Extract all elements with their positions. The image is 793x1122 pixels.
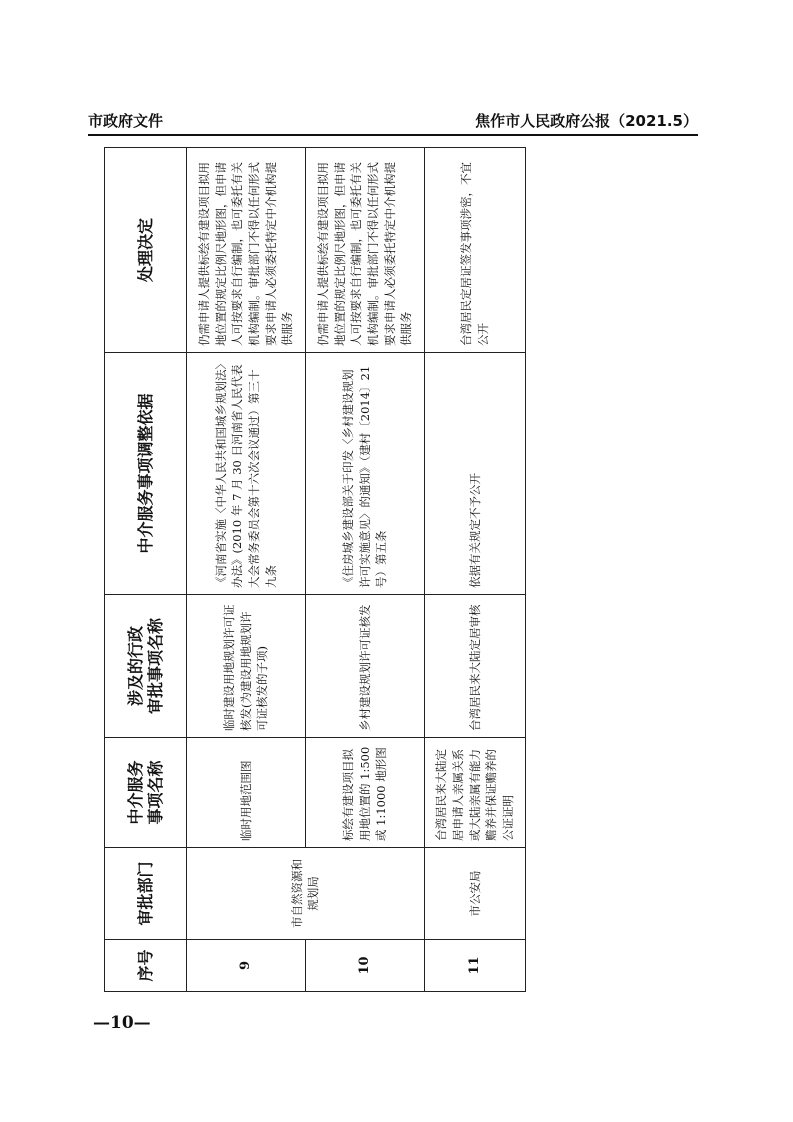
table-row [187,148,306,992]
row-basis: 《住房城乡建设部关于印发〈乡村建设规划许可实施意见〉的通知》（建村〔2014〕21 号）第五条 [305,353,424,595]
row-item: 乡村建设规划许可证核发 [305,595,424,738]
table-header-row [105,148,187,992]
header-seq: 序号 [105,940,187,992]
row-seq: 9 [187,940,306,992]
document-category: 市政府文件 [88,112,164,130]
row-dept-shared: 市自然资源和规划局 [187,848,425,940]
row-service: 台湾居民来大陆定居申请人亲属关系或大陆亲属有能力赡养并保证赡养的公证证明 [424,738,525,848]
row-decision: 仍需申请人提供标绘有建设项目拟用地位置的规定比例尺地形图，但申请人可按要求自行编制，也可委托有关机构编制。审批部门不得以任何形式要求申请人必须委托特定中介机构提供服务 [305,148,424,353]
row-service: 标绘有建设项目拟用地位置的 1:500 或 1:1000 地形图 [305,738,424,848]
row-service: 临时用地范围图 [187,738,306,848]
row-item: 临时建设用地规划许可证核发(为建设用地规划许可证核发的子项) [187,595,306,738]
header-item [105,595,187,738]
header-dept: 审批部门 [105,848,187,940]
row-decision: 仍需申请人提供标绘有建设项目拟用地位置的规定比例尺地形图，但申请人可按要求自行编制，也可委托有关机构编制。审批部门不得以任何形式要求申请人必须委托特定中介机构提供服务 [187,148,306,353]
header-service [105,738,187,848]
header-rule [88,134,698,136]
intermediary-services-table [104,147,526,992]
header-decision: 处理决定 [105,148,187,353]
header-service-text: 中介服务 事项名称 [125,760,165,825]
page-number: —10— [93,1013,151,1033]
intermediary-services-table-rotated [104,148,526,992]
row-seq: 11 [424,940,525,992]
row-item: 台湾居民来大陆定居审核 [424,595,525,738]
row-decision: 台湾居民定居证签发事项涉密，不宜公开 [424,148,525,353]
header-basis: 中介服务事项调整依据 [105,353,187,595]
header-item-text: 涉及的行政 审批事项名称 [125,618,165,715]
row-seq: 10 [305,940,424,992]
row-dept: 市公安局 [424,848,525,940]
table-row [424,148,525,992]
row-basis: 《河南省实施〈中华人民共和国城乡规划法〉办法》(2010 年 7 月 30 日河南省人民代表大会常务委员会第十六次会议通过）第三十九条 [187,353,306,595]
publication-title: 焦作市人民政府公报（2021.5） [475,112,698,130]
row-basis: 依据有关规定不予公开 [424,353,525,595]
